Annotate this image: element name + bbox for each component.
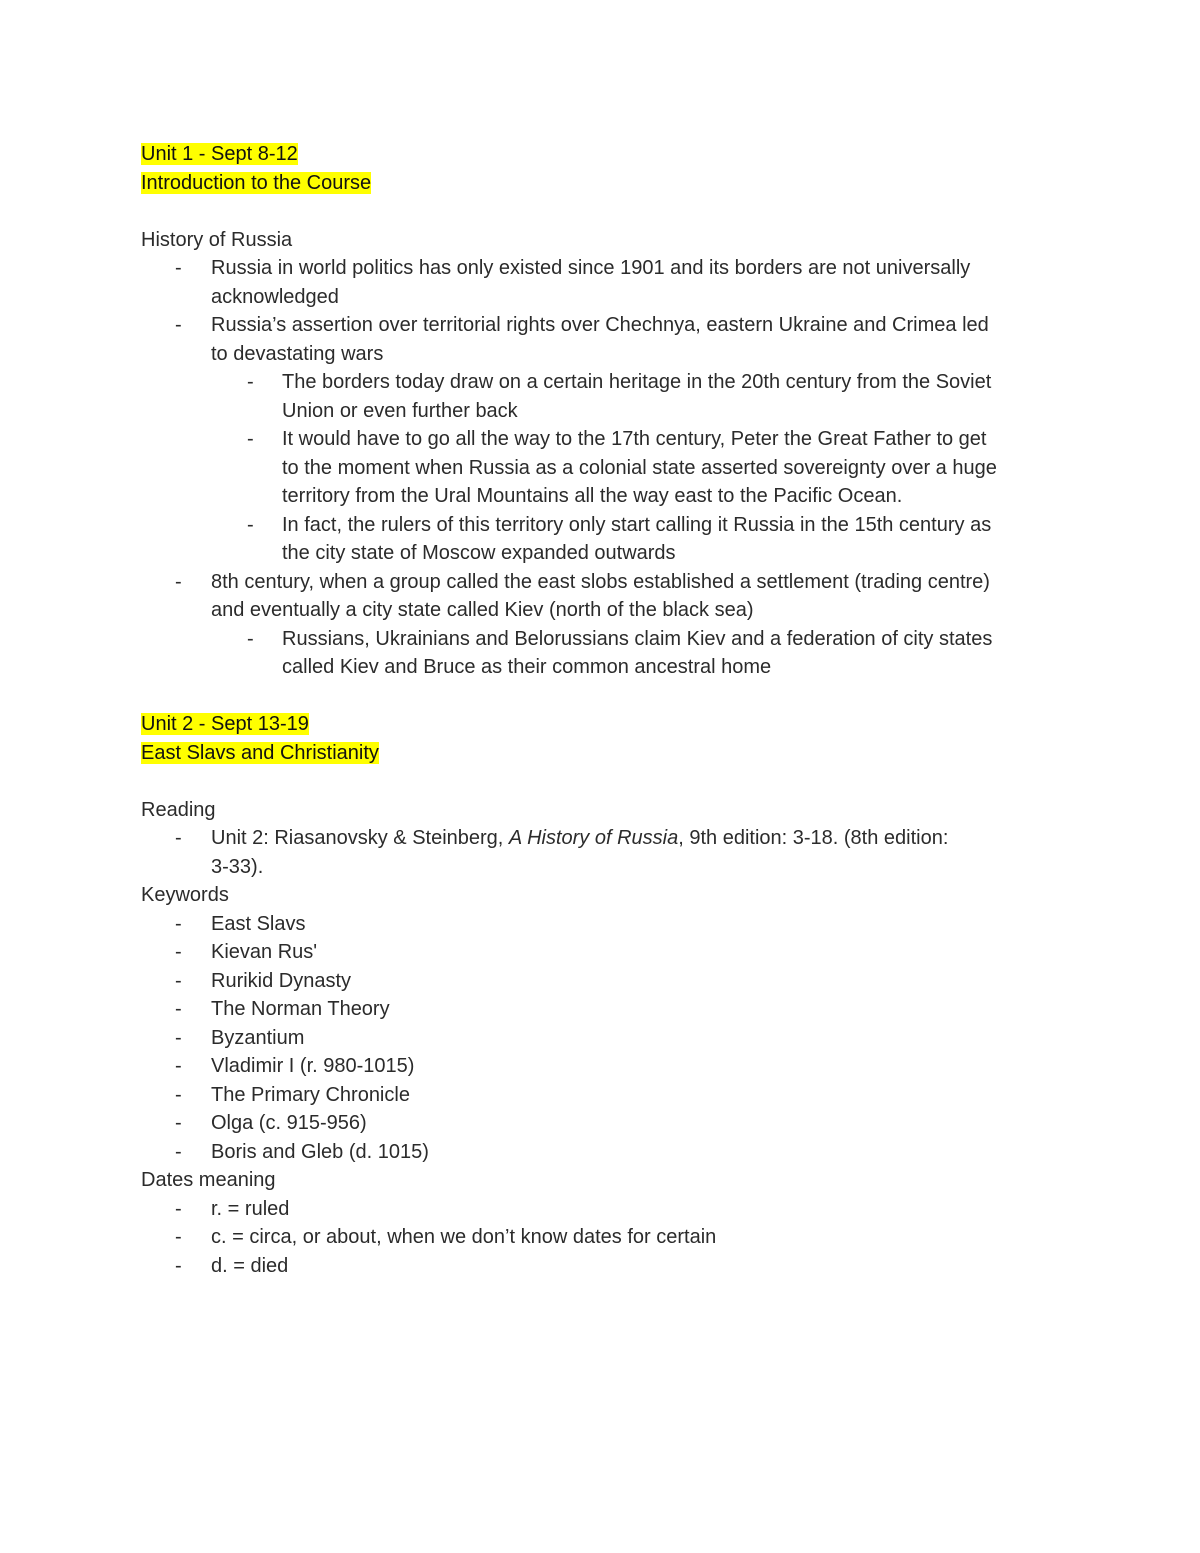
bullet-text-line: to devastating wars — [211, 342, 384, 365]
date-meaning-item — [141, 1195, 1061, 1224]
reading-suffix: , 9th edition: 3-18. (8th edition: — [678, 827, 949, 849]
bullet-item — [141, 254, 1061, 311]
bullet-dash: - — [175, 1055, 182, 1077]
bullet-dash: - — [175, 1197, 182, 1220]
bullet-text-line: called Kiev and Bruce as their common ancestral home — [282, 656, 772, 678]
bullet-text-line: Russia in world politics has only existed since 1901 and its borders are not universally — [211, 257, 971, 279]
bullet-text-line: In fact, the rulers of this territory only start calling it Russia in the 15th century as — [282, 513, 992, 536]
keywords-title: Keywords — [141, 884, 229, 906]
sub-bullet-item — [141, 368, 1061, 425]
unit2-heading: Unit 2 - Sept 13-19 — [141, 713, 309, 735]
reading-line-1 — [211, 824, 1061, 853]
bullet-text-line: Russians, Ukrainians and Belorussians claim Kiev and a federation of city states — [282, 627, 993, 650]
bullet-dash: - — [175, 1112, 182, 1134]
unit1-section-title: History of Russia — [141, 228, 293, 251]
dates-list — [141, 1195, 1061, 1281]
keywords-list — [141, 910, 1061, 1167]
bullet-dash: - — [175, 1226, 182, 1248]
bullet-dash: - — [247, 627, 254, 650]
bullet-item — [141, 311, 1061, 368]
keyword-text: Vladimir I (r. 980-1015) — [211, 1055, 415, 1077]
reading-book-title: A History of Russia — [508, 827, 679, 849]
reading-list — [141, 824, 1061, 881]
keyword-item — [141, 1138, 1061, 1167]
bullet-text-line: to the moment when Russia as a colonial state asserted sovereignty over a huge — [282, 456, 997, 479]
sub-bullet-item — [141, 425, 1061, 511]
unit1-subheading: Introduction to the Course — [141, 171, 372, 194]
keyword-text: Olga (c. 915-956) — [211, 1112, 367, 1134]
date-meaning-text: r. = ruled — [211, 1197, 290, 1220]
bullet-dash: - — [247, 513, 254, 536]
unit1-heading: Unit 1 - Sept 8-12 — [141, 143, 298, 165]
dates-title: Dates meaning — [141, 1169, 276, 1191]
bullet-dash: - — [175, 1140, 182, 1163]
reading-title: Reading — [141, 798, 216, 821]
spacer — [141, 682, 1061, 711]
bullet-text-line: and eventually a city state called Kiev (north of the black sea) — [211, 599, 754, 621]
unit2-heading-line — [141, 710, 1061, 739]
keyword-item — [141, 938, 1061, 967]
document-page — [141, 140, 1061, 1280]
date-meaning-text: d. = died — [211, 1254, 289, 1277]
keyword-item — [141, 1081, 1061, 1110]
sub-bullet-item — [141, 511, 1061, 568]
unit2-subheading: East Slavs and Christianity — [141, 741, 379, 764]
keyword-text: East Slavs — [211, 912, 306, 935]
bullet-dash: - — [175, 257, 182, 279]
bullet-dash: - — [247, 428, 254, 450]
unit1-bullet-list — [141, 254, 1061, 682]
bullet-dash: - — [175, 1254, 182, 1277]
bullet-dash: - — [175, 912, 182, 935]
bullet-dash: - — [175, 1083, 182, 1106]
date-meaning-text: c. = circa, or about, when we don’t know dates for certain — [211, 1226, 717, 1248]
keyword-item — [141, 967, 1061, 996]
bullet-text-line: Russia’s assertion over territorial rights over Chechnya, eastern Ukraine and Crimea led — [211, 314, 989, 336]
bullet-dash: - — [175, 827, 182, 849]
date-meaning-item — [141, 1252, 1061, 1281]
bullet-text-line: the city state of Moscow expanded outwards — [282, 542, 676, 564]
unit1-heading-line — [141, 140, 1061, 169]
unit1-subheading-line — [141, 169, 1061, 198]
keyword-text: The Norman Theory — [211, 998, 390, 1020]
bullet-text-line: 8th century, when a group called the east slobs established a settlement (trading centre) — [211, 570, 990, 593]
bullet-text-line: The borders today draw on a certain heritage in the 20th century from the Soviet — [282, 371, 992, 393]
keyword-item — [141, 1024, 1061, 1053]
bullet-text-line: territory from the Ural Mountains all the way east to the Pacific Ocean. — [282, 485, 903, 507]
bullet-dash: - — [175, 941, 182, 963]
keyword-text: The Primary Chronicle — [211, 1083, 410, 1106]
sub-bullet-item — [141, 625, 1061, 682]
keyword-item — [141, 910, 1061, 939]
keyword-text: Rurikid Dynasty — [211, 969, 352, 992]
spacer — [141, 197, 1061, 226]
bullet-dash: - — [175, 314, 182, 336]
keyword-text: Kievan Rus' — [211, 941, 318, 963]
bullet-dash: - — [175, 570, 182, 593]
bullet-dash: - — [175, 998, 182, 1020]
bullet-text-line: It would have to go all the way to the 17th century, Peter the Great Father to get — [282, 428, 987, 450]
bullet-item — [141, 568, 1061, 625]
unit2-subheading-line — [141, 739, 1061, 768]
bullet-dash: - — [175, 1026, 182, 1049]
date-meaning-item — [141, 1223, 1061, 1252]
keyword-text: Boris and Gleb (d. 1015) — [211, 1140, 429, 1163]
bullet-dash: - — [247, 371, 254, 393]
keyword-text: Byzantium — [211, 1026, 305, 1049]
keyword-item — [141, 1109, 1061, 1138]
bullet-text-line: Union or even further back — [282, 399, 518, 422]
keyword-item — [141, 995, 1061, 1024]
reading-line-2: 3-33). — [211, 855, 264, 878]
bullet-text-line: acknowledged — [211, 285, 339, 308]
spacer — [141, 767, 1061, 796]
reading-item — [141, 824, 1061, 881]
bullet-dash: - — [175, 969, 182, 992]
reading-prefix: Unit 2: Riasanovsky & Steinberg, — [211, 827, 509, 849]
keyword-item — [141, 1052, 1061, 1081]
